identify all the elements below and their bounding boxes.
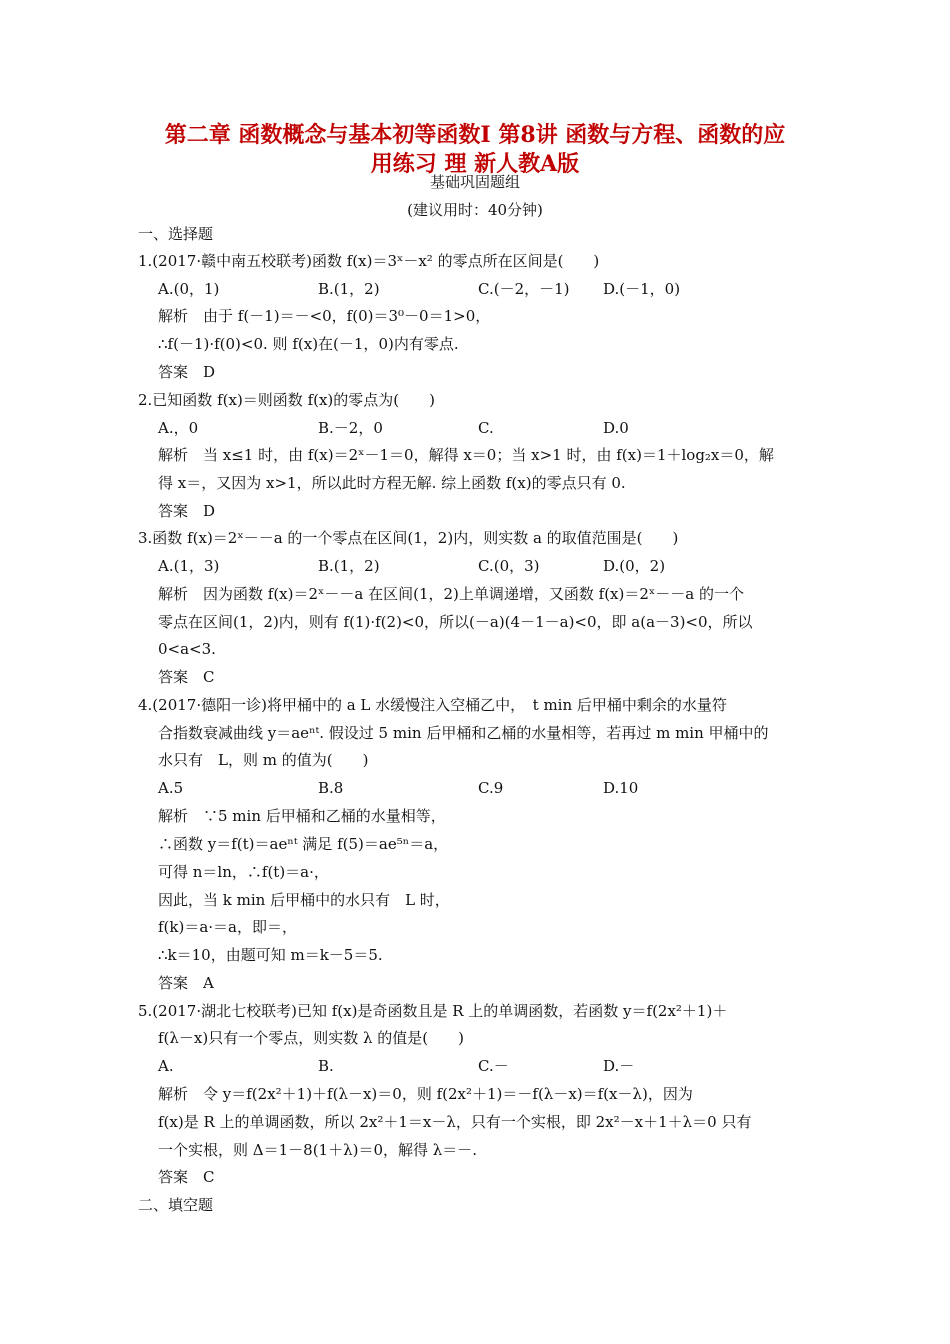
section-heading-fill-in: 二、填空题 <box>138 1196 214 1214</box>
q1-analysis-line-2: ∴f(－1)·f(0)<0. 则 f(x)在(－1，0)内有零点. <box>158 335 459 353</box>
q3-answer: 答案 C <box>158 668 215 686</box>
q3-option-d: D.(0，2) <box>603 557 666 575</box>
q1-answer: 答案 D <box>158 363 216 381</box>
q5-analysis-line-1: 解析 令 y＝f(2x²＋1)＋f(λ－x)＝0，则 f(2x²＋1)＝－f(λ－x)＝f(x－λ)，因为 <box>158 1085 693 1103</box>
q5-option-c: C.－ <box>478 1057 509 1075</box>
q4-analysis-line-4: 因此，当 k min 后甲桶中的水只有 L 时， <box>158 891 450 909</box>
q4-option-a: A.5 <box>158 779 184 797</box>
q5-analysis-line-2: f(x)是 R 上的单调函数，所以 2x²＋1＝x－λ，只有一个实根，即 2x²－x＋1＋λ＝0 只有 <box>158 1113 752 1131</box>
q3-analysis-line-3: 0<a<3. <box>158 640 216 658</box>
q4-stem-line-3: 水只有 L，则 m 的值为( ) <box>158 751 369 769</box>
q1-option-b: B.(1，2) <box>318 280 380 298</box>
q2-analysis-line-2: 得 x＝，又因为 x>1，所以此时方程无解. 综上函数 f(x)的零点只有 0. <box>158 474 626 492</box>
q1-analysis-line-1: 解析 由于 f(－1)＝－<0，f(0)＝3⁰－0＝1>0， <box>158 307 491 325</box>
time-note: (建议用时：40分钟) <box>407 201 543 219</box>
q3-option-a: A.(1，3) <box>158 557 220 575</box>
q2-option-a: A.，0 <box>158 419 199 437</box>
q5-option-a: A. <box>158 1057 174 1075</box>
q5-option-d: D.－ <box>603 1057 635 1075</box>
q2-stem: 2.已知函数 f(x)＝则函数 f(x)的零点为( ) <box>138 391 435 409</box>
q4-option-d: D.10 <box>603 779 639 797</box>
title-line-1: 第二章 函数概念与基本初等函数Ⅰ 第8讲 函数与方程、函数的应 <box>164 122 786 148</box>
q4-stem-line-2: 合指数衰减曲线 y＝aeⁿᵗ. 假设过 5 min 后甲桶和乙桶的水量相等，若再过 m min 甲桶中的 <box>158 724 769 742</box>
q4-option-b: B.8 <box>318 779 344 797</box>
q2-answer: 答案 D <box>158 502 216 520</box>
q3-option-b: B.(1，2) <box>318 557 380 575</box>
title-line-2: 用练习 理 新人教A版 <box>370 151 580 177</box>
q4-stem-line-1: 4.(2017·德阳一诊)将甲桶中的 a L 水缓慢注入空桶乙中， t min 后甲桶中剩余的水量符 <box>138 696 727 714</box>
subtitle: 基础巩固题组 <box>429 173 520 191</box>
q4-option-c: C.9 <box>478 779 504 797</box>
q5-stem-line-2: f(λ－x)只有一个零点，则实数 λ 的值是( ) <box>158 1029 464 1047</box>
q4-analysis-line-6: ∴k＝10，由题可知 m＝k－5＝5. <box>158 946 383 964</box>
q4-answer: 答案 A <box>158 974 214 992</box>
q5-answer: 答案 C <box>158 1168 215 1186</box>
q1-stem: 1.(2017·赣中南五校联考)函数 f(x)＝3ˣ－x² 的零点所在区间是( ) <box>138 252 600 270</box>
q2-analysis-line-1: 解析 当 x≤1 时，由 f(x)＝2ˣ－1＝0，解得 x＝0；当 x>1 时，由 f(x)＝1＋log₂x＝0，解 <box>158 446 774 464</box>
q4-analysis-line-1: 解析 ∵5 min 后甲桶和乙桶的水量相等， <box>158 807 446 825</box>
q3-stem: 3.函数 f(x)＝2ˣ－－a 的一个零点在区间(1，2)内，则实数 a 的取值范围是( ) <box>138 529 679 547</box>
q1-option-d: D.(－1，0) <box>603 280 681 298</box>
q4-analysis-line-5: f(k)＝a·＝a，即＝， <box>158 918 297 936</box>
q1-option-c: C.(－2，－1) <box>478 280 570 298</box>
q3-option-c: C.(0，3) <box>478 557 540 575</box>
q1-option-a: A.(0，1) <box>158 280 220 298</box>
q3-analysis-line-1: 解析 因为函数 f(x)＝2ˣ－－a 在区间(1，2)上单调递增，又函数 f(x)＝2ˣ－－a 的一个 <box>158 585 744 603</box>
section-heading-choice: 一、选择题 <box>138 225 214 243</box>
q2-option-b: B.－2，0 <box>318 419 383 437</box>
q4-analysis-line-3: 可得 n＝ln，∴f(t)＝a·， <box>158 863 329 881</box>
q2-option-c: C. <box>478 419 494 437</box>
q5-analysis-line-3: 一个实根，则 Δ＝1－8(1＋λ)＝0，解得 λ＝－. <box>158 1141 478 1159</box>
q5-stem-line-1: 5.(2017·湖北七校联考)已知 f(x)是奇函数且是 R 上的单调函数，若函数 y＝f(2x²＋1)＋ <box>138 1002 728 1020</box>
q5-option-b: B. <box>318 1057 334 1075</box>
q4-analysis-line-2: ∴函数 y＝f(t)＝aeⁿᵗ 满足 f(5)＝ae⁵ⁿ＝a， <box>158 835 449 853</box>
q2-option-d: D.0 <box>603 419 629 437</box>
q3-analysis-line-2: 零点在区间(1，2)内，则有 f(1)·f(2)<0，所以(－a)(4－1－a)<0，即 a(a－3)<0，所以 <box>158 613 753 631</box>
